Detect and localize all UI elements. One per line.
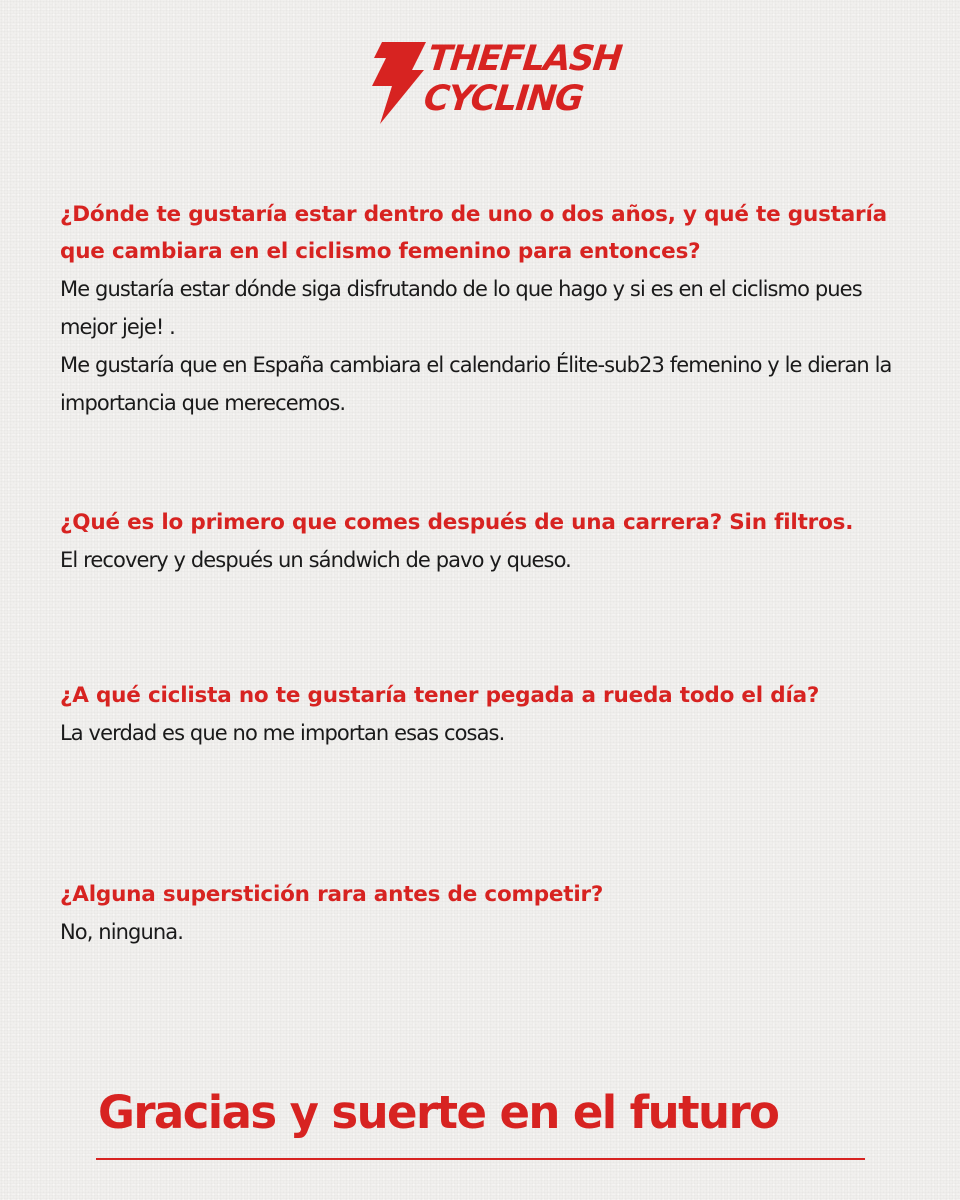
brand-name-line-2: CYCLING [421, 79, 585, 119]
answer-line: Me gustaría que en España cambiara el calendario Élite-sub23 femenino y le dieran la importancia que merecemos. [60, 353, 892, 415]
answer [60, 913, 920, 951]
answer-line: No, ninguna. [60, 920, 184, 944]
answer-line: La verdad es que no me importan esas cosas. [60, 721, 505, 745]
answer-line: El recovery y después un sándwich de pavo y queso. [60, 548, 571, 572]
closing-title: Gracias y suerte en el futuro [98, 1086, 779, 1139]
qa-block-3 [60, 677, 920, 752]
question: ¿Qué es lo primero que comes después de una carrera? Sin filtros. [60, 510, 854, 535]
closing-divider [96, 1158, 865, 1160]
qa-block-2 [60, 504, 920, 579]
qa-block-1 [60, 196, 920, 422]
lightning-bolt-icon [368, 42, 430, 124]
answer [60, 541, 920, 579]
answer [60, 714, 920, 752]
question: ¿Alguna superstición rara antes de competir? [60, 882, 604, 907]
answer-line: Me gustaría estar dónde siga disfrutando de lo que hago y si es en el ciclismo pues mejor jeje! . [60, 277, 862, 339]
brand-logo [368, 39, 623, 124]
brand-name-line-1: THEFLASH [425, 39, 623, 79]
question: ¿Dónde te gustaría estar dentro de uno o dos años, y qué te gustaría que cambiara en el ciclismo femenino para entonces? [60, 202, 887, 264]
answer [60, 270, 920, 422]
question: ¿A qué ciclista no te gustaría tener pegada a rueda todo el día? [60, 683, 820, 708]
qa-block-4 [60, 876, 920, 951]
